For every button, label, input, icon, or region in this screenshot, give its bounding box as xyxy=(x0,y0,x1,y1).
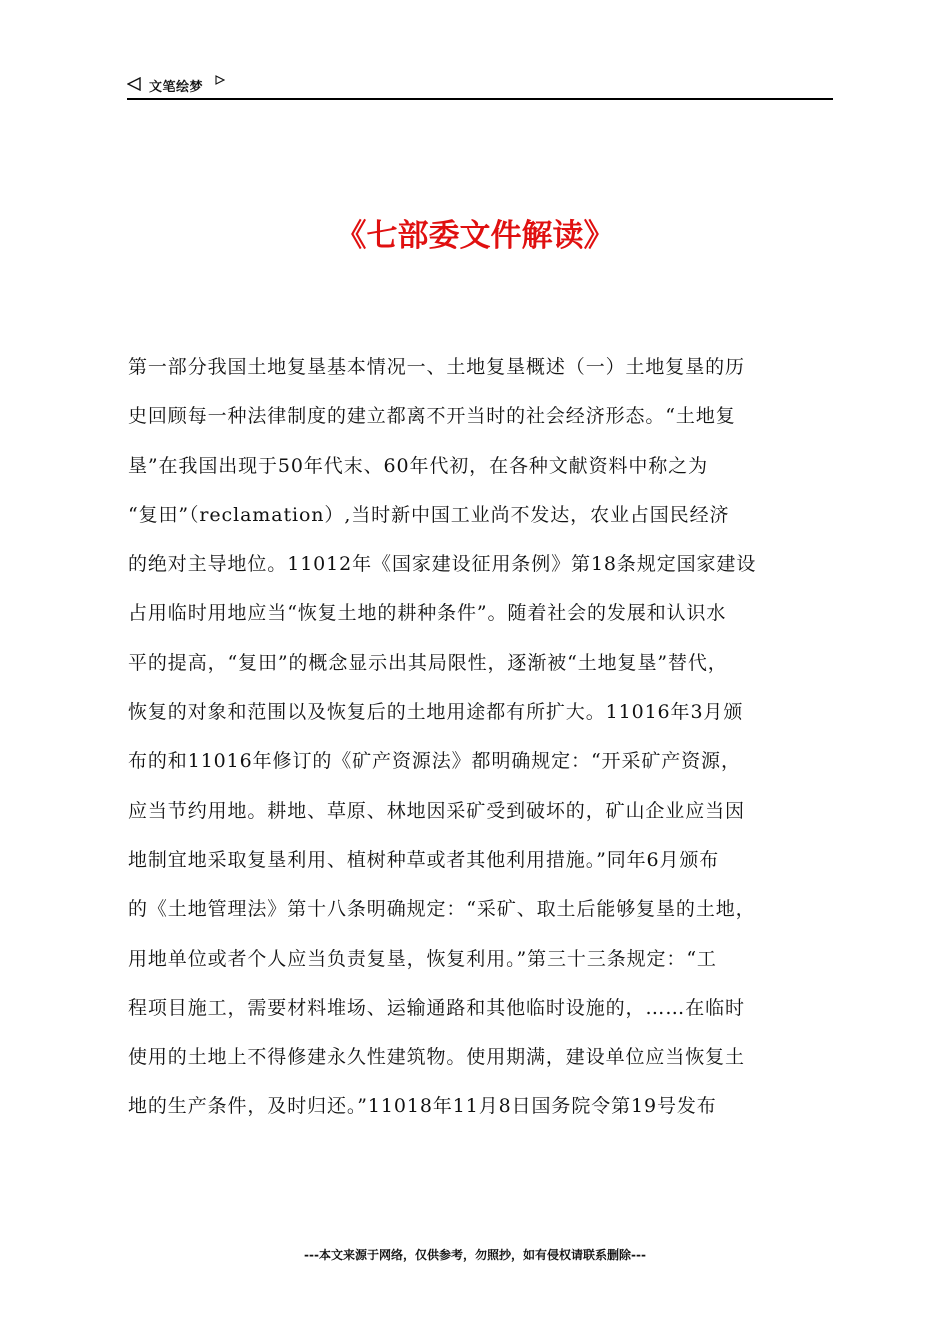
document-title: 《七部委文件解读》 xyxy=(335,218,615,254)
body-line: “复田”（reclamation）,当时新中国工业尚不发达，农业占国民经济 xyxy=(128,503,730,526)
body-line: 应当节约用地。耕地、草原、林地因采矿受到破坏的，矿山企业应当因 xyxy=(128,799,745,822)
document-body xyxy=(128,343,834,1132)
body-line: 地制宜地采取复垦利用、植树种草或者其他利用措施。”同年6月颁布 xyxy=(128,848,720,871)
body-line: 恢复的对象和范围以及恢复后的土地用途都有所扩大。11016年3月颁 xyxy=(128,701,744,724)
body-line: 的绝对主导地位。11012年《国家建设征用条例》第18条规定国家建设 xyxy=(128,553,757,576)
triangle-right-icon xyxy=(215,75,225,85)
footer-disclaimer: ---本文来源于网络，仅供参考，勿照抄，如有侵权请联系删除--- xyxy=(304,1248,646,1262)
body-line: 平的提高，“复田”的概念显示出其局限性，逐渐被“土地复垦”替代， xyxy=(128,651,728,674)
body-line: 第一部分我国土地复垦基本情况一、土地复垦概述（一）土地复垦的历 xyxy=(128,356,745,378)
body-line: 史回顾每一种法律制度的建立都离不开当时的社会经济形态。“土地复 xyxy=(128,405,736,428)
page-header xyxy=(127,72,833,100)
body-line: 用地单位或者个人应当负责复垦，恢复利用。”第三十三条规定：“工 xyxy=(128,947,717,970)
body-line: 地的生产条件，及时归还。”11018年11月8日国务院令第19号发布 xyxy=(128,1095,717,1118)
triangle-left-icon xyxy=(127,77,141,91)
body-line: 布的和11016年修订的《矿产资源法》都明确规定：“开采矿产资源， xyxy=(128,750,741,773)
body-line: 的《土地管理法》第十八条明确规定：“采矿、取土后能够复垦的土地， xyxy=(128,898,756,921)
brand-name: 文笔绘梦 xyxy=(149,80,204,95)
body-line: 程项目施工，需要材料堆场、运输通路和其他临时设施的，……在临时 xyxy=(128,996,745,1019)
body-line: 垦”在我国出现于50年代末、60年代初，在各种文献资料中称之为 xyxy=(128,454,708,477)
body-line: 使用的土地上不得修建永久性建筑物。使用期满，建设单位应当恢复土 xyxy=(128,1046,745,1069)
body-line: 占用临时用地应当“恢复土地的耕种条件”。随着社会的发展和认识水 xyxy=(128,602,727,625)
